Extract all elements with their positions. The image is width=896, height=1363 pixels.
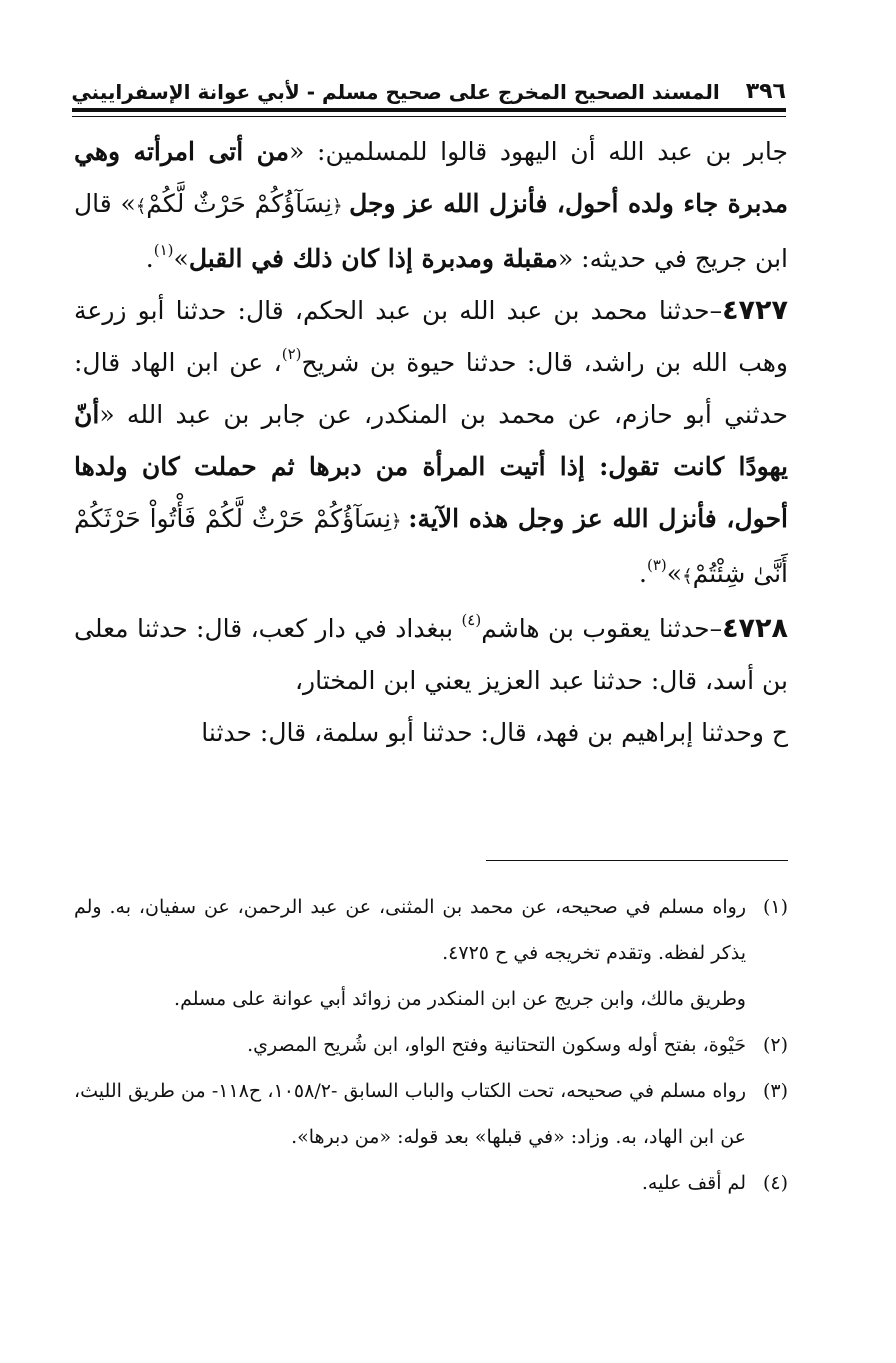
- quran-verse: نِسَآؤُكُمْ حَرْثٌ لَّكُمْ: [146, 189, 333, 218]
- footnote-1: [74, 884, 788, 976]
- header-rule-thin: [72, 116, 786, 117]
- isnad-text: –حدثنا يعقوب بن هاشم: [481, 614, 723, 643]
- hadith-paragraph: [74, 603, 788, 707]
- footnote-ref[interactable]: (٢): [281, 345, 302, 363]
- footnote-ref[interactable]: (١): [153, 241, 174, 259]
- plain-text: قال ابن جريج في حديثه:: [74, 189, 788, 273]
- plain-text: .: [145, 244, 154, 273]
- quran-verse: نِسَآؤُكُمْ حَرْثٌ لَّكُمْ فَأْتُواْ حَرْثَكُمْ أَنَّىٰ شِئْتُمْ: [74, 504, 788, 588]
- main-text: [74, 126, 788, 836]
- plain-text: .: [639, 559, 647, 588]
- isnad-text: ببغداد في دار كعب، قال: حدثنا معلى بن أسد، قال: حدثنا عبد العزيز يعني ابن المختار،: [74, 614, 788, 695]
- footnote-2: [74, 1022, 788, 1068]
- footnote-text: حَيْوة، بفتح أوله وسكون التحتانية وفتح الواو، ابن شُريح المصري.: [247, 1034, 746, 1056]
- quran-ornament-open: ﴿: [332, 196, 350, 217]
- footnotes: [74, 884, 788, 1206]
- hadith-number: ٤٧٢٨: [722, 613, 788, 644]
- quote-open: «: [99, 400, 115, 429]
- footnote-label: (١): [762, 896, 788, 918]
- footnote-ref[interactable]: (٣): [647, 556, 667, 574]
- running-title: المسند الصحيح المخرج على صحيح مسلم - لأبي عوانة الإسفراييني: [71, 80, 720, 104]
- plain-text: جابر بن عبد الله أن اليهود قالوا للمسلمين:: [304, 137, 788, 166]
- footnote-text: رواه مسلم في صحيحه، تحت الكتاب والباب السابق -١٠٥٨/٢، ح١١٨- من طريق الليث، عن ابن الهاد، به. وزاد: «في قبلها» بعد قوله: «من دبرها».: [74, 1080, 747, 1148]
- paragraph-continuation: [74, 126, 788, 285]
- footnote-3: [74, 1068, 788, 1160]
- footnote-ref[interactable]: (٤): [461, 611, 482, 629]
- isnad-text: ، عن ابن الهاد قال: حدثني أبو حازم، عن محمد بن المنكدر، عن جابر بن عبد الله: [74, 348, 788, 429]
- quote-close: »: [173, 244, 189, 273]
- quran-ornament-open: ﴿: [391, 511, 409, 532]
- quran-ornament-close: ﴾: [135, 196, 147, 217]
- running-header: [72, 64, 786, 104]
- footnote-text: لم أقف عليه.: [641, 1172, 746, 1194]
- hadith-paragraph: [74, 285, 788, 603]
- footnote-text: رواه مسلم في صحيحه، عن محمد بن المثنى، عن عبد الرحمن، عن سفيان، به. ولم يذكر لفظه. وتقدم تخريجه في ح ٤٧٢٥.: [74, 896, 746, 964]
- quote-open: «: [557, 244, 574, 273]
- quote-close: »: [120, 189, 136, 218]
- isnad-paragraph: [74, 707, 788, 759]
- header-rule-thick: [72, 108, 786, 112]
- isnad-text: ح وحدثنا إبراهيم بن فهد، قال: حدثنا أبو سلمة، قال: حدثنا: [201, 718, 788, 747]
- hadith-number: ٤٧٢٧: [722, 295, 788, 326]
- isnad-text: –حدثنا محمد بن عبد الله بن عبد الحكم، قال: حدثنا أبو زرعة وهب الله بن راشد، قال: حدثنا حيوة بن شريح: [74, 296, 788, 377]
- footnote-1-continuation: وطريق مالك، وابن جريج عن ابن المنكدر من زوائد أبي عوانة على مسلم.: [174, 988, 746, 1010]
- footnote-label: (٤): [762, 1172, 788, 1194]
- quran-ornament-close: ﴾: [682, 566, 693, 587]
- quote-close: »: [666, 559, 683, 588]
- hadith-matn: أنّ يهودًا كانت تقول: إذا أتيت المرأة من دبرها ثم حملت كان ولدها أحول، فأنزل الله عز وجل هذه الآية:: [74, 400, 788, 533]
- hadith-matn: مقبلة ومدبرة إذا كان ذلك في القبل: [188, 244, 558, 273]
- quote-open: «: [289, 137, 305, 166]
- footnote-separator: [486, 860, 788, 861]
- footnote-label: (٢): [762, 1034, 788, 1056]
- footnote-4: [74, 1160, 788, 1206]
- page-number: ٣٩٦: [745, 79, 786, 104]
- footnote-label: (٣): [762, 1080, 789, 1102]
- hadith-matn: من أتى امرأته وهي مدبرة جاء ولده أحول، فأنزل الله عز وجل: [74, 137, 788, 218]
